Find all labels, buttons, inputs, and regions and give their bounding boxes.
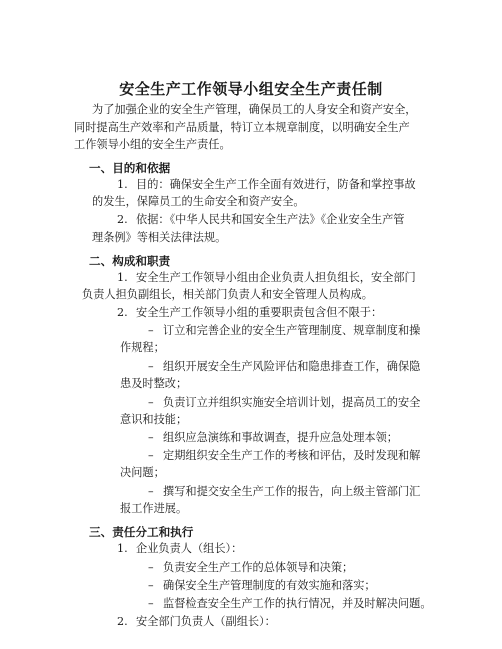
section-heading: 一、目的和依据 (89, 161, 171, 175)
item-line: 安全生产工作领导小组的重要职责包含但不限于： (136, 306, 383, 319)
section-heading: 三、责任分工和执行 (89, 525, 194, 539)
duty-line: 组织应急演练和事故调查，提升应急处理本领； (163, 431, 398, 444)
section-heading: 二、构成和职责 (89, 254, 171, 268)
item-number: 1. (117, 271, 128, 284)
item-line: 理条例》等相关法律法规。 (92, 231, 227, 244)
item-number: 2. (117, 306, 128, 319)
dash-bullet: – (148, 485, 154, 498)
dash-bullet: – (148, 449, 154, 462)
duty-line: 意识和技能； (120, 413, 188, 426)
dash-bullet: – (148, 324, 154, 337)
item-line: 目的：确保安全生产工作全面有效进行，防备和掌控事故 (136, 178, 416, 191)
duty-line: 作规程； (120, 341, 165, 354)
duty-line: 监督检查安全生产工作的执行情况，并及时解决问题。 (163, 597, 432, 610)
duty-line: 报工作进展。 (120, 502, 188, 515)
item-line: 的发生，保障员工的生命安全和资产安全。 (92, 195, 305, 208)
dash-bullet: – (148, 579, 154, 592)
dash-bullet: – (148, 396, 154, 409)
intro-line: 工作领导小组的安全生产责任。 (74, 138, 231, 151)
duty-line: 决问题； (120, 466, 165, 479)
dash-bullet: – (148, 360, 154, 373)
duty-line: 组织开展安全生产风险评估和隐患排查工作，确保隐 (163, 360, 421, 373)
intro-line: 为了加强企业的安全生产管理，确保员工的人身安全和资产安全， (92, 103, 417, 116)
duty-line: 撰写和提交安全生产工作的报告，向上级主管部门汇 (163, 485, 421, 498)
duty-line: 负责订立并组织实施安全培训计划，提高员工的安全 (163, 396, 421, 409)
item-number: 1. (117, 542, 128, 555)
document-title: 安全生产工作领导小组安全生产责任制 (119, 80, 383, 98)
duty-line: 负责安全生产工作的总体领导和决策； (163, 561, 354, 574)
duty-line: 确保安全生产管理制度的有效实施和落实； (163, 579, 376, 592)
item-number: 2. (117, 213, 128, 226)
item-line: 负责人担负副组长，相关部门负责人和安全管理人员构成。 (82, 288, 373, 301)
duty-line: 订立和完善企业的安全生产管理制度、规章制度和操 (163, 324, 421, 337)
duty-line: 定期组织安全生产工作的考核和评估，及时发现和解 (163, 449, 421, 462)
dash-bullet: – (148, 431, 154, 444)
duty-line: 患及时整改； (120, 377, 188, 390)
item-line: 安全生产工作领导小组由企业负责人担负组长，安全部门 (136, 271, 416, 284)
item-line: 企业负责人（组长）： (136, 542, 243, 555)
item-line: 安全部门负责人（副组长）： (136, 615, 276, 628)
dash-bullet: – (148, 561, 154, 574)
intro-line: 同时提高生产效率和产品质量，特订立本规章制度，以明确安全生产 (74, 121, 410, 134)
dash-bullet: – (148, 597, 154, 610)
item-line: 依据：《中华人民共和国安全生产法》《企业安全生产管 (136, 213, 405, 226)
item-number: 2. (117, 615, 128, 628)
item-number: 1. (117, 178, 128, 191)
